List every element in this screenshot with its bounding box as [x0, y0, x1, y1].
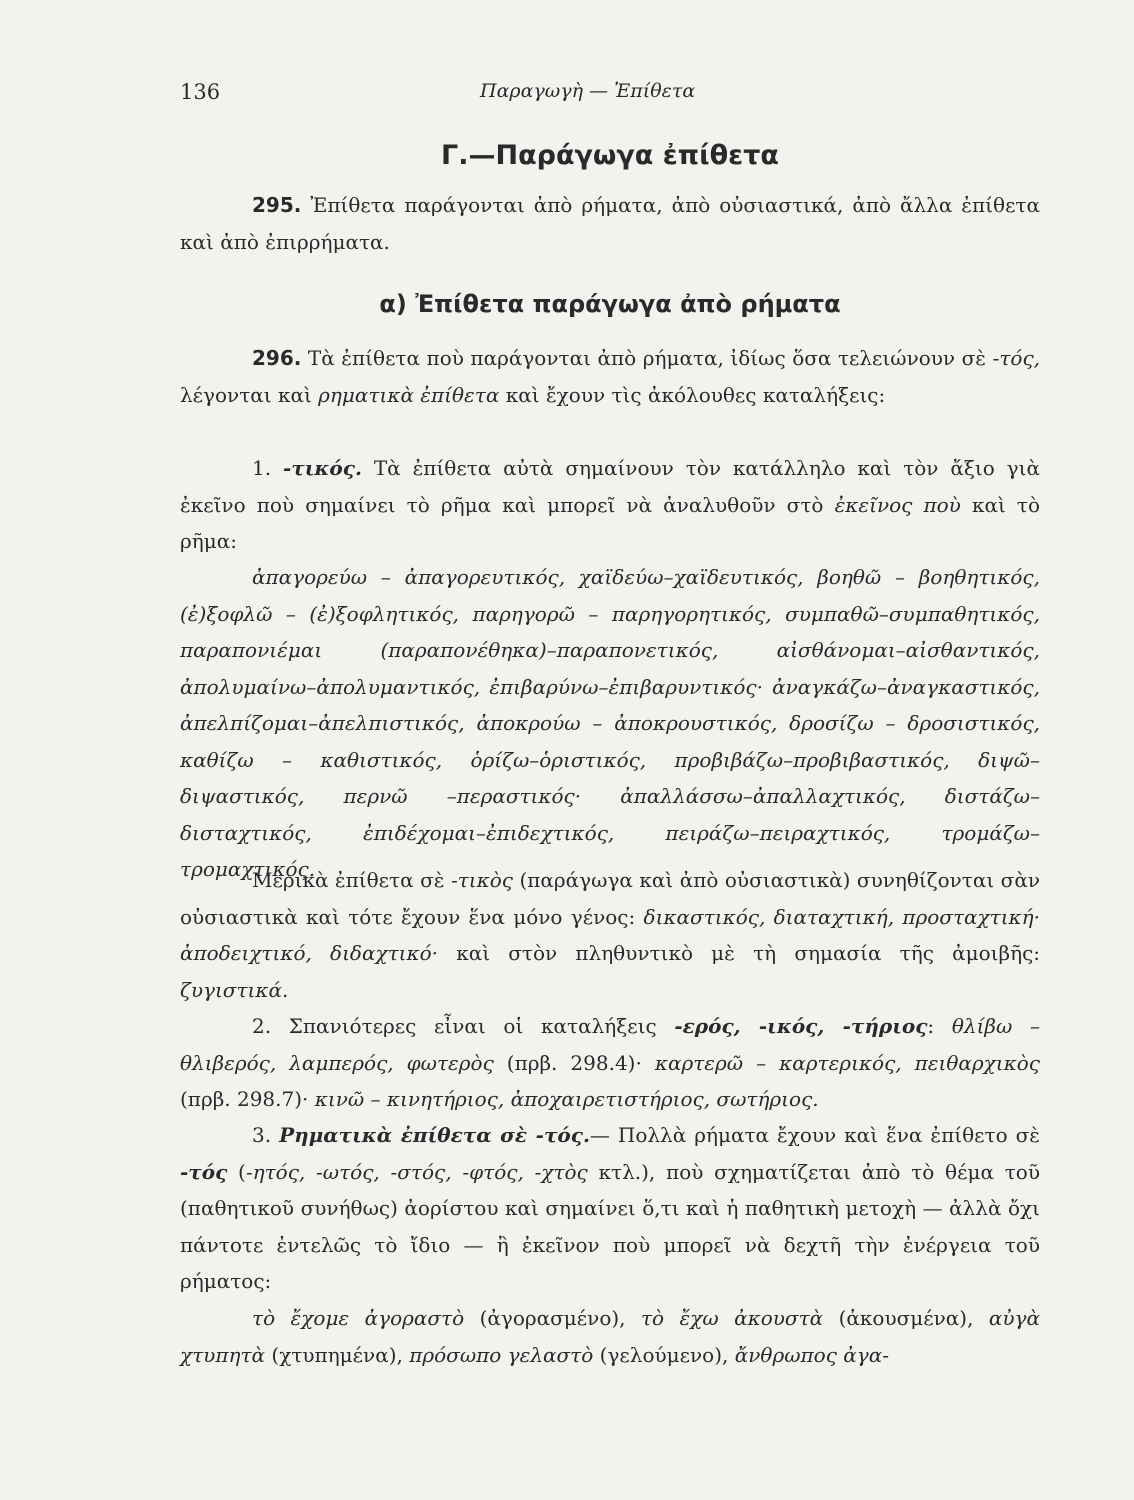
- example-terms: δικαστικός, διαταχτική, προσταχτική· ἀποδειχτικό, διδαχτικό·: [180, 904, 1040, 965]
- paragraph-text: λέγονται καὶ: [180, 382, 319, 407]
- running-title: Παραγωγὴ — Ἐπίθετα: [480, 80, 696, 102]
- paragraph-text: (παράγωγα καὶ ἀπὸ οὐσιαστικὰ) συνηθίζονται σὰν οὐσιαστικὰ καὶ τότε ἔχουν ἕνα μόνο γένος:: [180, 868, 1040, 929]
- paragraph-text: 2. Σπανιότερες εἶναι οἱ καταλήξεις: [252, 1014, 675, 1038]
- paragraph-number: 296.: [252, 346, 302, 370]
- paragraph-296: [180, 340, 1040, 413]
- example-gloss: (χτυπημένα),: [265, 1342, 410, 1367]
- paragraph-text: Μερικὰ ἐπίθετα σὲ: [252, 868, 451, 892]
- item-1-paragraph: [180, 450, 1040, 560]
- chapter-title: Γ.—Παράγωγα ἐπίθετα: [441, 140, 779, 171]
- example-term: ἄνθρωπος ἀγα-: [734, 1342, 889, 1367]
- term-italic: ἐκεῖνος ποὺ: [834, 492, 961, 517]
- example-gloss: (γελούμενο),: [593, 1342, 735, 1367]
- term-italic: ρηματικὰ ἐπίθετα: [318, 382, 500, 407]
- suffix-term: -τός: [180, 1159, 228, 1184]
- example-term: τὸ ἔχομε ἀγοραστὸ: [252, 1306, 465, 1330]
- paragraph-text: :: [927, 1014, 952, 1038]
- paragraph-295: [180, 187, 1040, 260]
- paragraph-text: καὶ ἔχουν τὶς ἀκόλουθες καταλήξεις:: [499, 382, 886, 407]
- paragraph-text: 3.: [252, 1123, 280, 1147]
- item-2-paragraph: [180, 1008, 1040, 1118]
- item-3-paragraph: [180, 1117, 1040, 1300]
- example-term: τὸ ἔχω ἀκουστὰ: [640, 1306, 824, 1330]
- suffix-heading: -τικός.: [283, 456, 362, 480]
- paragraph-text: καὶ στὸν πληθυντικὸ μὲ τὴ σημασία τῆς ἀμοιβῆς:: [438, 941, 1041, 965]
- suffix-terms: -ερός, -ικός, -τήριος: [674, 1014, 928, 1038]
- paragraph-text: Τὰ ἐπίθετα ποὺ παράγονται ἀπὸ ρήματα, ἰδίως ὅσα τελειώνουν σὲ: [301, 346, 993, 370]
- paragraph-text: (πρβ. 298.7)·: [180, 1087, 315, 1111]
- paragraph-number: 295.: [252, 193, 302, 217]
- suffix-term: -τός,: [992, 346, 1040, 370]
- paragraph-text: κτλ.), ποὺ σχηματίζεται ἀπὸ τὸ θέμα τοῦ (παθητικοῦ συνήθως) ἀορίστου καὶ σημαίνει ὅ,τι καὶ ἡ παθητικὴ μετοχὴ — ἀλλὰ ὄχι πάντοτε ἐντελῶς τὸ ἴδιο — ἢ ἐκεῖνον ποὺ μπορεῖ νὰ δεχτῆ τὴν ἐνέργεια τοῦ ρήματος:: [180, 1159, 1040, 1293]
- paragraph-text: Τὰ ἐπίθετα αὐτὰ σημαίνουν τὸν κατάλληλο καὶ τὸν ἄξιο γιὰ ἐκεῖνο ποὺ σημαίνει τὸ ρῆμα καὶ μπορεῖ νὰ ἀναλυθοῦν στὸ: [180, 456, 1040, 517]
- example-terms: κινῶ – κινητήριος, ἀποχαιρετιστήριος, σωτήριος.: [314, 1087, 819, 1111]
- paragraph-text: καὶ τὸ ρῆμα:: [180, 492, 1041, 553]
- item-heading: Ρηματικὰ ἐπίθετα σὲ -τός.: [279, 1123, 590, 1147]
- examples-list-3: [180, 1300, 1040, 1373]
- example-terms: θλίβω – θλιβερός, λαμπερός, φωτερὸς: [180, 1014, 1040, 1075]
- suffix-term: -τικὸς: [450, 868, 513, 892]
- paragraph-text: (: [227, 1159, 246, 1184]
- example-gloss: (ἀκουσμένα),: [823, 1306, 989, 1330]
- suffix-variants: -ητός, -ωτός, -στός, -φτός, -χτὸς: [245, 1159, 588, 1184]
- example-term: πρόσωπο γελαστὸ: [409, 1342, 594, 1367]
- example-term: αὐγὰ χτυπητὰ: [180, 1306, 1041, 1367]
- section-title: α) Ἐπίθετα παράγωγα ἀπὸ ρήματα: [379, 290, 841, 318]
- example-terms: καρτερῶ – καρτερικός, πειθαρχικὸς: [654, 1050, 1040, 1075]
- item-number: 1.: [252, 456, 283, 480]
- paragraph-some-adjectives: [180, 862, 1040, 1008]
- paragraph-text: — Πολλὰ ρήματα ἔχουν καὶ ἕνα ἐπίθετο σὲ: [589, 1123, 1040, 1147]
- paragraph-text: Ἐπίθετα παράγονται ἀπὸ ρήματα, ἀπὸ οὐσιαστικά, ἀπὸ ἄλλα ἐπίθετα καὶ ἀπὸ ἐπιρρήματα.: [180, 193, 1040, 254]
- page-number: 136: [180, 80, 221, 104]
- running-head: [180, 80, 1040, 110]
- paragraph-text: (πρβ. 298.4)·: [493, 1050, 655, 1075]
- example-term: ζυγιστικά.: [180, 977, 289, 1002]
- examples-list-1: ἀπαγορεύω – ἀπαγορευτικός, χαϊδεύω–χαϊδευτικός, βοηθῶ – βοηθητικός, (ἐ)ξοφλῶ – (ἐ)ξοφλητικός, παρηγορῶ – παρηγορητικός, συμπαθῶ–συμπαθητικός, παραπονιέμαι (παραπονέθηκα)–παραπονετικός, αἰσθάνομαι–αἰσθαντικός, ἀπολυμαίνω–ἀπολυμαντικός, ἐπιβαρύνω–ἐπιβαρυντικός· ἀναγκάζω–ἀναγκαστικός, ἀπελπίζομαι–ἀπελπιστικός, ἀποκρούω – ἀποκρουστικός, δροσίζω – δροσιστικός, καθίζω – καθιστικός, ὁρίζω–ὁριστικός, προβιβάζω–προβιβαστικός, διψῶ–διψαστικός, περνῶ –περαστικός· ἀπαλλάσσω–ἀπαλλαχτικός, διστάζω–δισταχτικός, ἐπιδέχομαι–ἐπιδεχτικός, πειράζω–πειραχτικός, τρομάζω–τρομαχτικός.: [180, 565, 1040, 881]
- example-gloss: (ἀγορασμένο),: [464, 1306, 641, 1330]
